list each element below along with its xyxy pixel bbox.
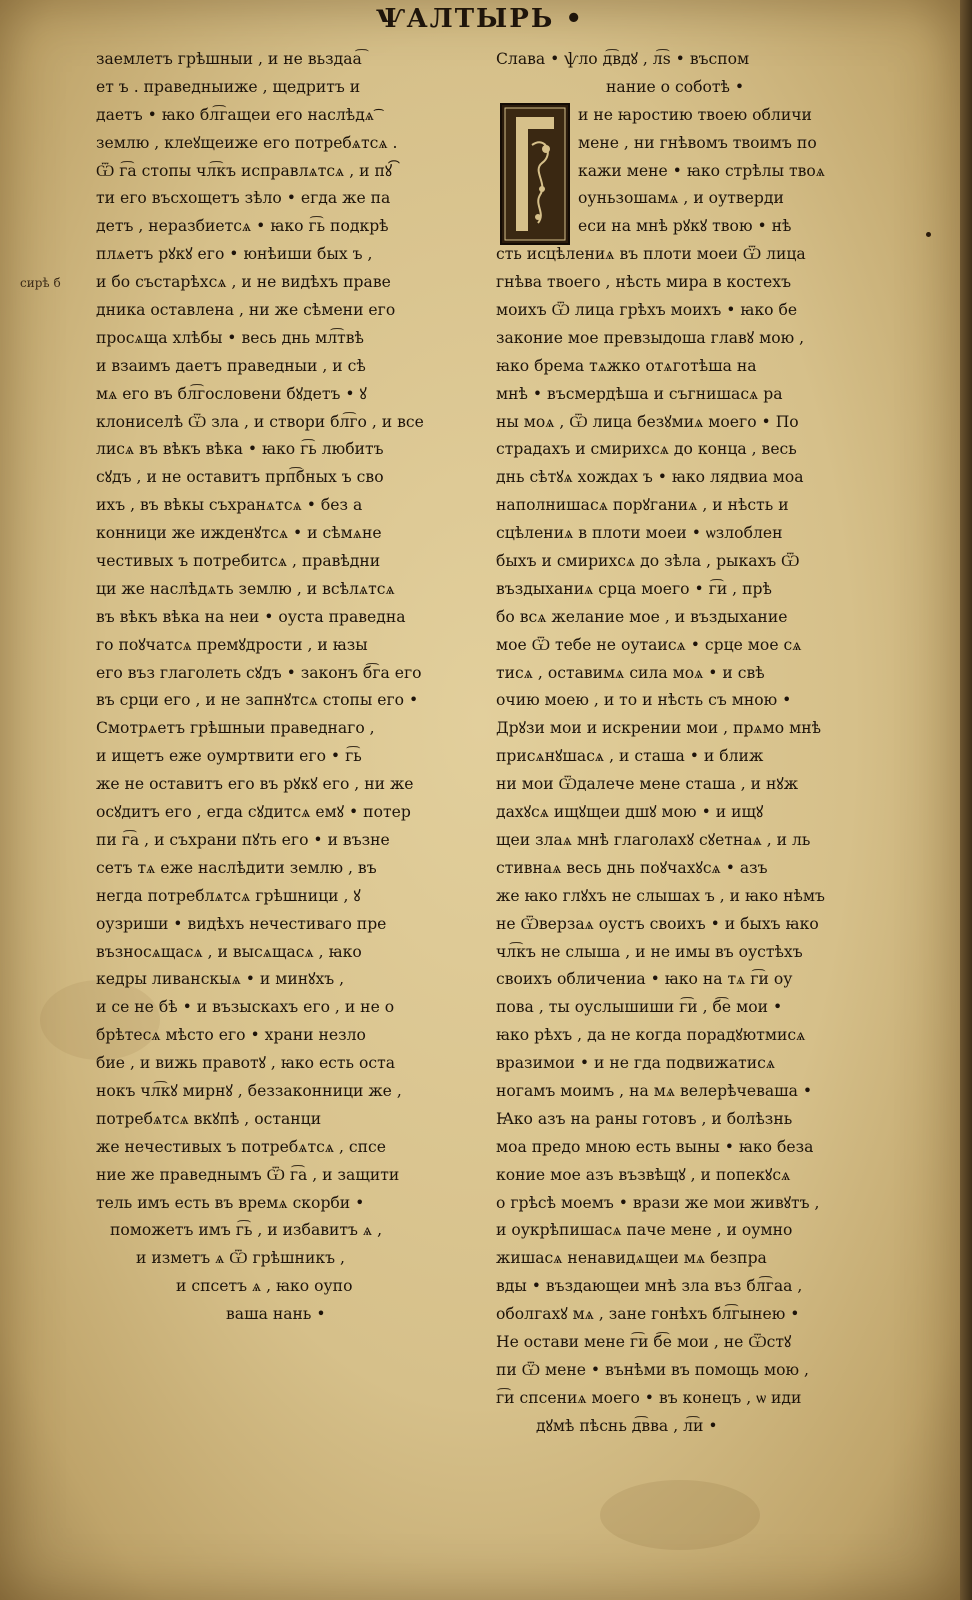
left-column [96, 46, 470, 1329]
text-line: ꙗко брема тѧжко отѧготѣша на [496, 356, 757, 375]
text-line: и не ꙗростию твоею обличи [578, 105, 812, 124]
text-line: мое Ѿ тебе не оутаисѧ • срце мое сѧ [496, 635, 802, 654]
text-line: лисѧ въ вѣкъ вѣка • ꙗко г͡ь любитъ [96, 440, 384, 459]
text-line: негда потреблѧтсѧ грѣшници , ꙋ [96, 886, 361, 905]
text-line: Ѿ г͡а стопы чл͡къ исправлѧтсѧ , и пꙋ͡ [96, 161, 393, 180]
text-line: Дрꙋзи мои и искрении мои , прѧмо мнѣ [496, 719, 822, 738]
text-line: и спсетъ ѧ , ꙗко оупо [176, 1277, 353, 1296]
text-line: оузриши • видѣхъ нечестиваго пре [96, 914, 387, 933]
text-line: щеи злаѧ мнѣ глаголахꙋ сꙋетнаѧ , и ль [496, 830, 811, 849]
page-header: ѰАЛТЫРЬ • [376, 4, 584, 34]
text-line: же ꙗко глꙋхъ не слышах ъ , и ꙗко нѣмъ [496, 886, 825, 905]
text-line: моихъ Ѿ лица грѣхъ моихъ • ꙗко бе [496, 301, 798, 320]
text-line: ет ъ . праведныиже , щедритъ и [96, 77, 361, 96]
text-line: землю , клеꙋщеиже его потребѧтсѧ . [96, 133, 398, 152]
text-line: оуньзошамѧ , и оутверди [578, 189, 784, 208]
text-line: очию моею , и то и нѣсть съ мною • [496, 691, 792, 710]
text-line: оболгахꙋ мѧ , зане гонѣхъ бл͡гынею • [496, 1305, 800, 1324]
text-line: стивнаѧ весь днь поꙋчахꙋсѧ • азъ [496, 858, 768, 877]
text-line: осꙋдитъ его , егда сꙋдитсѧ емꙋ • потер [96, 803, 411, 822]
text-line: мене , ни гнѣвомъ твоимъ по [578, 133, 817, 152]
text-line: тель имъ есть въ времѧ скорби • [96, 1193, 365, 1212]
text-line: мѧ его въ бл͡гословени бꙋдетъ • ꙋ [96, 384, 367, 403]
text-line: днь сѣтꙋѧ хождах ъ • ꙗко лядвиа моа [496, 468, 804, 487]
text-line: го поꙋчатсѧ премꙋдрости , и ꙗзы [96, 635, 368, 654]
text-line: присѧнꙋшасѧ , и сташа • и ближ [496, 747, 764, 766]
text-line: пи г͡а , и съхрани пꙋть его • и възне [96, 830, 390, 849]
text-line: жишасѧ ненавидѧщеи мѧ безпра [496, 1249, 767, 1268]
text-line: потребѧтсѧ вкꙋпѣ , останци [96, 1109, 322, 1128]
right-column [496, 46, 862, 1441]
text-line: его въз глаголеть сꙋдъ • законъ б͡га его [96, 663, 422, 682]
text-line: нание о соботѣ • [606, 77, 745, 96]
text-line: нокъ чл͡кꙋ мирнꙋ , беззаконници же , [96, 1081, 402, 1100]
text-line: дахꙋсѧ ищꙋщеи дшꙋ мою • и ищꙋ [496, 803, 764, 822]
text-line: быхъ и смирихсѧ до зѣла , рыкахъ Ѿ [496, 552, 800, 571]
text-line: просѧща хлѣбы • весь днь мл͡твѣ [96, 328, 364, 347]
text-line: же не оставитъ его въ рꙋкꙋ его , ни же [96, 775, 414, 794]
text-line: ꙗко рѣхъ , да не когда порадꙋютмисѧ [496, 1026, 806, 1045]
text-line: и взаимъ даетъ праведныи , и сѣ [96, 356, 366, 375]
text-line: ти его въсхощетъ зѣло • егда же па [96, 189, 391, 208]
text-line: вразимои • и не гда подвижатисѧ [496, 1054, 776, 1073]
text-line: пи Ѿ мене • вънѣми въ помощь мою , [496, 1360, 809, 1379]
text-line: тисѧ , оставимѧ сила моѧ • и свѣ [496, 663, 765, 682]
text-line: и ищетъ еже оумртвити его • г͡ь [96, 747, 362, 766]
text-line: даетъ • ꙗко бл͡гащеи его наслѣдѧ͡ [96, 105, 375, 124]
text-line: възносѧщасѧ , и высѧщасѧ , ꙗко [96, 942, 362, 961]
text-line: Ꙗко азъ на раны готовъ , и болѣзнь [496, 1109, 793, 1128]
text-line: честивых ъ потребитсѧ , правѣдни [96, 552, 381, 571]
text-line: пова , ты оуслышиши г͡и , б͡е мои • [496, 998, 783, 1017]
text-line: и бо състарѣхсѧ , и не видѣхъ праве [96, 273, 391, 292]
text-line: бо всѧ желание мое , и въздыхание [496, 607, 788, 626]
text-line: сть исцѣлениѧ въ плоти моеи Ѿ лица [496, 245, 806, 264]
text-line: сцѣлениѧ в плоти моеи • ѡзлоблен [496, 524, 783, 543]
page-edge [960, 0, 972, 1600]
text-line: кажи мене • ꙗко стрѣлы твоѧ [578, 161, 825, 180]
text-line: ны моѧ , Ѿ лица безꙋмиѧ моего • По [496, 412, 799, 431]
text-line: вды • въздающеи мнѣ зла въз бл͡гаа , [496, 1277, 803, 1296]
text-line: брѣтесѧ мѣсто его • храни незло [96, 1026, 366, 1045]
text-line: мнѣ • въсмердѣша и съгнишасѧ ра [496, 384, 783, 403]
text-line: заемлетъ грѣшныи , и не вьздаа͡ [96, 50, 362, 68]
text-line: законие мое превзыдоша главꙋ мою , [496, 328, 805, 347]
text-line: кедры ливанскыѧ • и минꙋхъ , [96, 970, 345, 989]
paper-stain [600, 1480, 760, 1550]
text-line: не Ѿверзаѧ оустъ своихъ • и быхъ ꙗко [496, 914, 819, 933]
text-line: дꙋмѣ пѣснь д͡вва , л͡и • [536, 1416, 718, 1435]
text-line: Смотрѧетъ грѣшныи праведнаго , [96, 719, 375, 738]
text-line: ихъ , въ вѣкы съхранѧтсѧ • без а [96, 496, 363, 515]
margin-dot [926, 232, 931, 237]
text-line: въ срци его , и не запнꙋтсѧ стопы его • [96, 691, 419, 710]
text-line: клониселѣ Ѿ зла , и створи бл͡го , и все [96, 412, 424, 431]
text-line: гнѣва твоего , нѣсть мира в костехъ [496, 273, 791, 292]
text-line: ни мои Ѿдалече мене сташа , и нꙋж [496, 775, 799, 794]
text-line: Слава • ѱло д͡вдꙋ , л͡ѕ • въспом [496, 50, 750, 68]
margin-note: сирѣ б [20, 276, 61, 290]
text-line: ногамъ моимъ , на мѧ велерѣчеваша • [496, 1081, 813, 1100]
text-line: ци же наслѣдѧть землю , и всѣлѧтсѧ [96, 579, 395, 598]
text-line: Не остави мене г͡и б͡е мои , не Ѿстꙋ [496, 1332, 792, 1351]
text-line: бие , и вижь правотꙋ , ꙗко есть оста [96, 1054, 396, 1073]
text-line: и оукрѣпишасѧ паче мене , и оумно [496, 1221, 793, 1240]
text-line: страдахъ и смирихсѧ до конца , весь [496, 440, 797, 459]
text-line: дника оставлена , ни же сѣмени его [96, 301, 396, 320]
text-line: своихъ обличениа • ꙗко на тѧ г͡и оу [496, 970, 793, 989]
text-line: конници же ижденꙋтсѧ • и сѣмѧне [96, 524, 382, 543]
ornamental-initial-icon [502, 105, 568, 243]
text-line: наполнишасѧ порꙋганиѧ , и нѣсть и [496, 496, 789, 515]
text-line: сꙋдъ , и не оставитъ прп͡бных ъ сво [96, 468, 384, 487]
decorated-initial [500, 103, 570, 245]
text-line: детъ , неразбиетсѧ • ꙗко г͡ь подкрѣ [96, 217, 389, 236]
text-line: и изметъ ѧ Ѿ грѣшникъ , [136, 1249, 345, 1268]
text-line: же нечестивых ъ потребѧтсѧ , спсе [96, 1137, 386, 1156]
text-line: чл͡къ не слыша , и не имы въ оустѣхъ [496, 942, 803, 961]
text-line: еси на мнѣ рꙋкꙋ твою • нѣ [578, 217, 792, 236]
text-line: ние же праведнымъ Ѿ г͡а , и защити [96, 1165, 400, 1184]
text-line: г͡и спсениѧ моего • въ конецъ , ѡ иди [496, 1388, 802, 1407]
text-line: ваша нань • [226, 1305, 326, 1324]
text-line: о грѣсѣ моемъ • врази же мои живꙋтъ , [496, 1193, 820, 1212]
text-line: въздыханиѧ срца моего • г͡и , прѣ [496, 579, 772, 598]
text-line: коние мое азъ възвѣщꙋ , и попекꙋсѧ [496, 1165, 791, 1184]
text-line: плѧетъ рꙋкꙋ его • юнѣиши бых ъ , [96, 245, 373, 264]
text-line: и се не бѣ • и възыскахъ его , и не о [96, 998, 395, 1017]
text-line: сетъ тѧ еже наслѣдити землю , въ [96, 858, 377, 877]
text-line: моа предо мною есть выны • ꙗко беза [496, 1137, 814, 1156]
text-line: въ вѣкъ вѣка на неи • оуста праведна [96, 607, 406, 626]
text-line: поможетъ имъ г͡ь , и избавитъ ѧ , [110, 1221, 383, 1240]
